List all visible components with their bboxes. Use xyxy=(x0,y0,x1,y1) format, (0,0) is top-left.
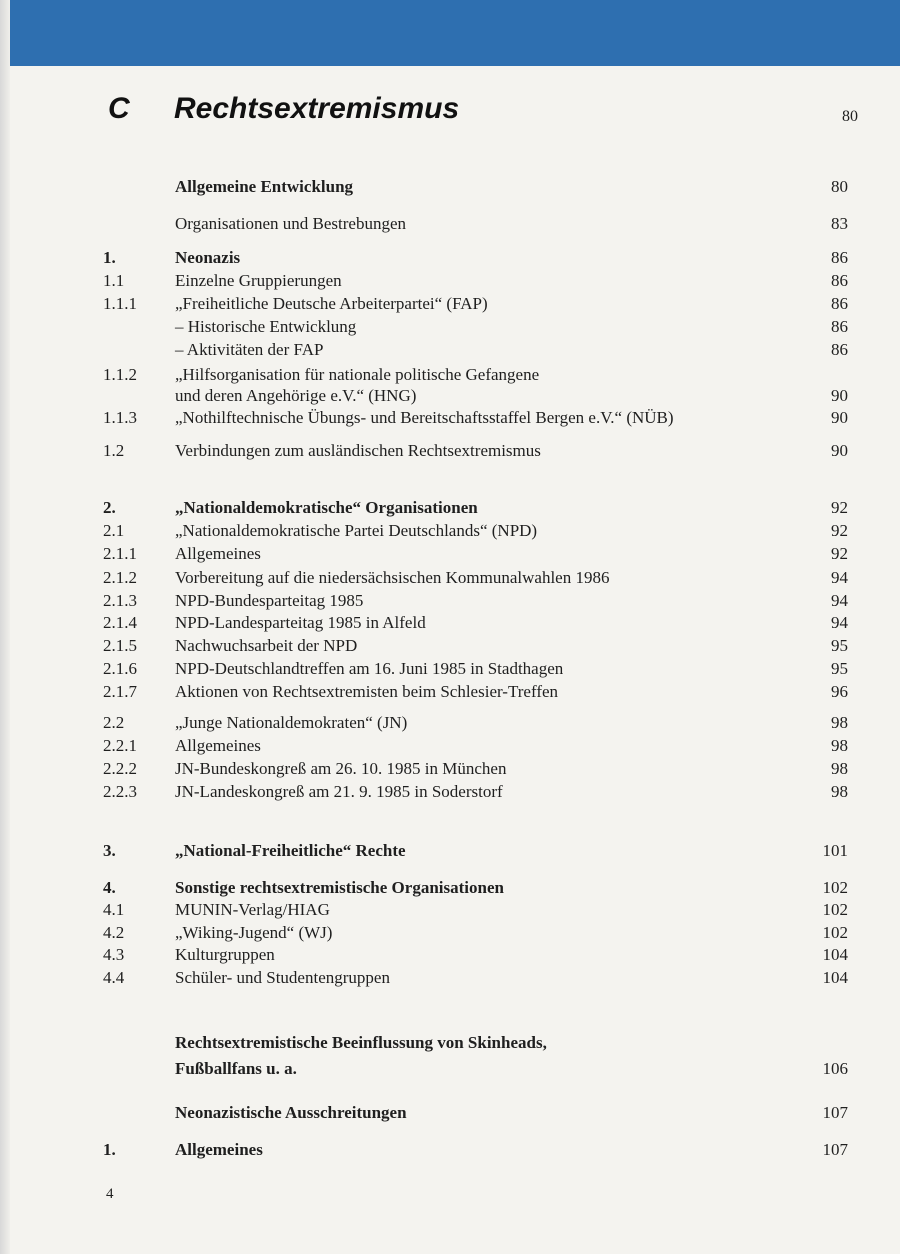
toc-number: 2.2.1 xyxy=(103,736,137,755)
toc-entry xyxy=(103,635,848,657)
toc-entry xyxy=(103,407,848,429)
toc-entry xyxy=(103,339,848,361)
toc-number: 2.1.5 xyxy=(103,636,137,655)
toc-number: 1.1 xyxy=(103,271,125,290)
toc-entry xyxy=(103,1139,848,1161)
section-heading xyxy=(108,92,858,132)
toc-entry xyxy=(103,658,848,680)
toc-title: Kulturgruppen xyxy=(175,945,275,964)
toc-number: 2.1.2 xyxy=(103,568,137,587)
toc-page: 98 xyxy=(831,713,848,732)
toc-number: 1. xyxy=(103,248,116,267)
toc-page: 94 xyxy=(831,568,848,587)
toc-title: Organisationen und Bestrebungen xyxy=(175,214,407,233)
toc-entry xyxy=(103,270,848,292)
toc-number: 2.2 xyxy=(103,713,125,732)
toc-entry xyxy=(103,316,848,338)
toc-page: 104 xyxy=(822,968,848,987)
toc-title: MUNIN-Verlag/HIAG xyxy=(175,900,330,919)
toc-number: 4. xyxy=(103,878,116,897)
toc-title: Vorbereitung auf die niedersächsischen Kommunalwahlen 1986 xyxy=(175,568,610,587)
toc-number: 2.1.3 xyxy=(103,591,137,610)
toc-title: Allgemeines xyxy=(175,736,261,755)
toc-entry xyxy=(103,385,848,407)
toc-entry xyxy=(103,758,848,780)
toc-title: JN-Landeskongreß am 21. 9. 1985 in Soderstorf xyxy=(175,782,503,801)
toc-entry xyxy=(103,735,848,757)
toc-number: 1.1.3 xyxy=(103,408,137,427)
toc-number: 1.2 xyxy=(103,441,125,460)
toc-entry xyxy=(103,567,848,589)
toc-page: 106 xyxy=(822,1059,848,1078)
toc-title: „Wiking-Jugend“ (WJ) xyxy=(175,923,333,942)
toc-page: 94 xyxy=(831,591,848,610)
toc-entry xyxy=(103,681,848,703)
toc-entry xyxy=(103,612,848,634)
section-page: 80 xyxy=(842,108,858,125)
toc-title: und deren Angehörige e.V.“ (HNG) xyxy=(175,386,417,405)
toc-entry xyxy=(103,1058,848,1080)
toc-title: „Junge Nationaldemokraten“ (JN) xyxy=(175,713,408,732)
toc-title: Rechtsextremistische Beeinflussung von Skinheads, xyxy=(175,1033,547,1052)
toc-title: – Aktivitäten der FAP xyxy=(175,340,324,359)
toc-page: 95 xyxy=(831,659,848,678)
toc-entry xyxy=(103,967,848,989)
toc-title: NPD-Landesparteitag 1985 in Alfeld xyxy=(175,613,426,632)
toc-title: Aktionen von Rechtsextremisten beim Schlesier-Treffen xyxy=(175,682,559,701)
toc-page: 102 xyxy=(822,878,848,897)
toc-number: 3. xyxy=(103,841,116,860)
toc-number: 2.1.6 xyxy=(103,659,137,678)
toc-title: „Nationaldemokratische Partei Deutschlands“ (NPD) xyxy=(175,521,538,540)
toc-page: 95 xyxy=(831,636,848,655)
toc-entry xyxy=(103,1032,848,1054)
toc-number: 4.4 xyxy=(103,968,125,987)
toc-entry xyxy=(103,944,848,966)
toc-entry xyxy=(103,213,848,235)
toc-title: Schüler- und Studentengruppen xyxy=(175,968,390,987)
toc-title: Verbindungen zum ausländischen Rechtsextremismus xyxy=(175,441,541,460)
toc-page: 83 xyxy=(831,214,848,233)
toc-page: 107 xyxy=(822,1103,848,1122)
toc-title: Neonazistische Ausschreitungen xyxy=(175,1103,407,1122)
toc-title: „National-Freiheitliche“ Rechte xyxy=(175,841,406,860)
toc-entry xyxy=(103,712,848,734)
toc-title: Allgemeines xyxy=(175,544,261,563)
toc-title: „Hilfsorganisation für nationale politische Gefangene xyxy=(175,365,540,384)
section-letter: C xyxy=(108,92,130,125)
toc-page: 94 xyxy=(831,613,848,632)
toc-page: 98 xyxy=(831,736,848,755)
toc-title: „Nothilftechnische Übungs- und Bereitschaftsstaffel Bergen e.V.“ (NÜB) xyxy=(175,408,674,427)
toc-page: 90 xyxy=(831,441,848,460)
toc-title: „Nationaldemokratische“ Organisationen xyxy=(175,498,478,517)
toc-entry xyxy=(103,899,848,921)
toc-page: 86 xyxy=(831,317,848,336)
toc-title: Einzelne Gruppierungen xyxy=(175,271,342,290)
toc-page: 86 xyxy=(831,340,848,359)
toc-number: 4.3 xyxy=(103,945,125,964)
toc-page: 101 xyxy=(822,841,848,860)
toc-page: 90 xyxy=(831,408,848,427)
toc-title: Allgemeine Entwicklung xyxy=(175,177,354,196)
toc-number: 1. xyxy=(103,1140,116,1159)
toc-page: 102 xyxy=(822,923,848,942)
toc-entry xyxy=(103,840,848,862)
toc-number: 4.2 xyxy=(103,923,125,942)
toc-title: Sonstige rechtsextremistische Organisationen xyxy=(175,878,504,897)
toc-title: „Freiheitliche Deutsche Arbeiterpartei“ (FAP) xyxy=(175,294,488,313)
toc-entry xyxy=(103,1102,848,1124)
toc-number: 2.2.3 xyxy=(103,782,137,801)
toc-title: Allgemeines xyxy=(175,1140,263,1159)
toc-entry xyxy=(103,247,848,269)
toc-number: 2.1.1 xyxy=(103,544,137,563)
toc-number: 1.1.1 xyxy=(103,294,137,313)
toc-page: 92 xyxy=(831,498,848,517)
toc-number: 2.1.7 xyxy=(103,682,137,701)
toc-title: Neonazis xyxy=(175,248,241,267)
toc-number: 4.1 xyxy=(103,900,125,919)
toc-entry xyxy=(103,364,848,386)
toc-title: – Historische Entwicklung xyxy=(175,317,357,336)
toc-page: 102 xyxy=(822,900,848,919)
toc-page: 80 xyxy=(831,177,848,196)
toc-page: 90 xyxy=(831,386,848,405)
toc-number: 2.1 xyxy=(103,521,125,540)
toc-title: NPD-Bundesparteitag 1985 xyxy=(175,591,364,610)
toc-entry xyxy=(103,781,848,803)
toc-number: 2.1.4 xyxy=(103,613,137,632)
toc-page: 92 xyxy=(831,521,848,540)
toc-page: 86 xyxy=(831,271,848,290)
toc-page: 104 xyxy=(822,945,848,964)
toc-title: Nachwuchsarbeit der NPD xyxy=(175,636,358,655)
toc-number: 2.2.2 xyxy=(103,759,137,778)
blue-header-band xyxy=(0,0,900,66)
page-edge-shadow xyxy=(0,0,10,1254)
toc-entry xyxy=(103,440,848,462)
toc-entry xyxy=(103,293,848,315)
page-number: 4 xyxy=(106,1186,114,1202)
toc-entry xyxy=(103,497,848,519)
toc-number: 2. xyxy=(103,498,116,517)
section-title: Rechtsextremismus xyxy=(174,92,460,125)
toc-page: 107 xyxy=(822,1140,848,1159)
toc-entry xyxy=(103,590,848,612)
toc-title: JN-Bundeskongreß am 26. 10. 1985 in München xyxy=(175,759,507,778)
toc-page: 98 xyxy=(831,782,848,801)
toc-title: Fußballfans u. a. xyxy=(175,1059,297,1078)
toc-entry xyxy=(103,922,848,944)
toc-entry xyxy=(103,176,848,198)
toc-number: 1.1.2 xyxy=(103,365,137,384)
toc-entry xyxy=(103,877,848,899)
toc-page: 86 xyxy=(831,294,848,313)
toc-entry xyxy=(103,520,848,542)
toc-page: 96 xyxy=(831,682,848,701)
toc-entry xyxy=(103,543,848,565)
toc-title: NPD-Deutschlandtreffen am 16. Juni 1985 in Stadthagen xyxy=(175,659,564,678)
toc-page: 92 xyxy=(831,544,848,563)
toc-page: 98 xyxy=(831,759,848,778)
toc-page: 86 xyxy=(831,248,848,267)
